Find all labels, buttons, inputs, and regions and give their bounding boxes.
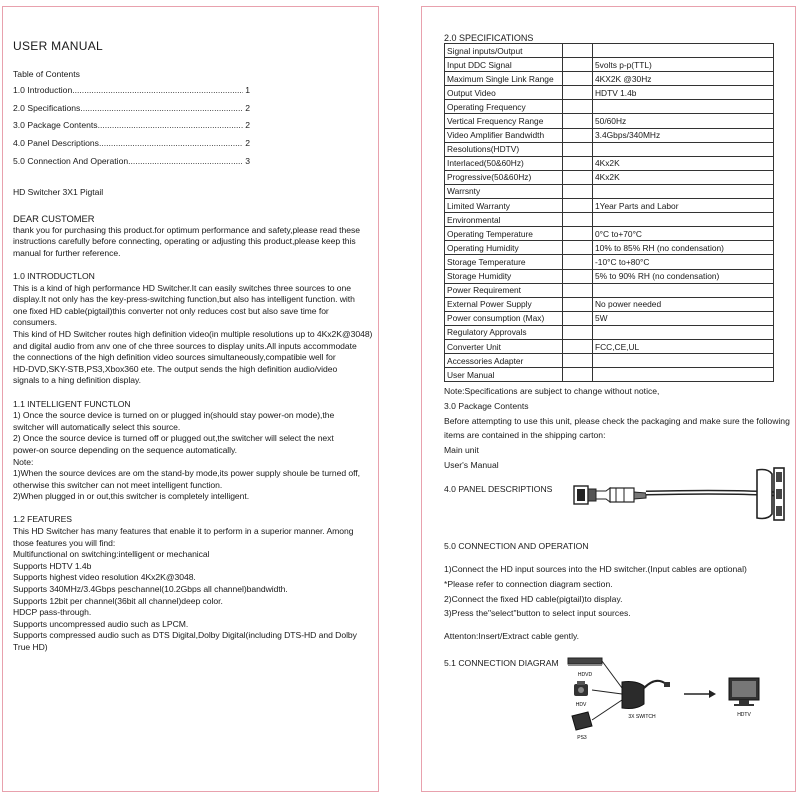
right-page <box>421 6 796 792</box>
table-row <box>445 255 774 269</box>
table-row <box>445 156 774 170</box>
spec-value <box>593 44 774 58</box>
body-line: one fixed HD cable(pigtail)this converter not only reduces cost but also save time for <box>13 305 329 316</box>
body-line: switcher will automatically select this source. <box>13 421 181 432</box>
body-line: Multifunctional on switching:intelligent or mechanical <box>13 549 210 560</box>
spec-spacer <box>563 241 593 255</box>
body-line: the connections of the high definition video sources simultaneously,compatibie well for <box>13 352 336 363</box>
toc-item[interactable]: 4.0 Panel Descriptions ..... 2 <box>13 138 250 156</box>
spec-value: FCC,CE,UL <box>593 339 774 353</box>
toc-item[interactable]: 5.0 Connection And Operation ..... 3 <box>13 156 250 174</box>
spec-value: 1Year Parts and Labor <box>593 199 774 213</box>
body-line: This HD Switcher has many features that enable it to perform in a superior manner. Among <box>13 526 354 537</box>
body-line: Note: <box>13 456 34 467</box>
body-line: Main unit <box>444 445 479 456</box>
spec-value: 4Kx2K <box>593 156 774 170</box>
table-row <box>445 297 774 311</box>
toc-item[interactable]: 2.0 Specifications ..... 2 <box>13 103 250 121</box>
table-row <box>445 213 774 227</box>
table-row <box>445 227 774 241</box>
attention-note: Attenton:Insert/Extract cable gently. <box>444 630 580 641</box>
body-line: Supports HDTV 1.4b <box>13 560 92 571</box>
table-row <box>445 199 774 213</box>
switch-label: 3X SWITCH <box>628 713 656 720</box>
spec-value: 4Kx2K <box>593 170 774 184</box>
spec-key: Operating Humidity <box>445 241 563 255</box>
body-line: otherwise this switcher can not meet intelligent function. <box>13 479 223 490</box>
section-heading: 1.2 FEATURES <box>13 514 72 525</box>
spec-key: Progressive(50&60Hz) <box>445 170 563 184</box>
body-line: consumers. <box>13 317 57 328</box>
body-line: Before attempting to use this unit, please check the packaging and make sure the following <box>444 415 790 426</box>
spec-title: 2.0 SPECIFICATIONS <box>444 33 534 43</box>
spec-key: Power consumption (Max) <box>445 311 563 325</box>
spec-value <box>593 354 774 368</box>
table-of-contents <box>13 85 378 173</box>
spec-value: 5% to 90% RH (no condensation) <box>593 269 774 283</box>
spec-spacer <box>563 44 593 58</box>
spec-key: External Power Supply <box>445 297 563 311</box>
body-line: thank you for purchasing this product.for optimum performance and safety,please read these <box>13 224 360 235</box>
spec-key: Input DDC Signal <box>445 58 563 72</box>
table-row <box>445 325 774 339</box>
toc-title: Table of Contents <box>13 69 80 79</box>
spec-spacer <box>563 100 593 114</box>
table-row <box>445 72 774 86</box>
spec-spacer <box>563 156 593 170</box>
spec-value: 3.4Gbps/340MHz <box>593 128 774 142</box>
spec-spacer <box>563 213 593 227</box>
spec-spacer <box>563 128 593 142</box>
table-row <box>445 114 774 128</box>
hdvd-label: HDVD <box>577 671 593 678</box>
body-line: This is a kind of high performance HD Switcher.It can easily switches three sources to one <box>13 282 351 293</box>
body-line: Supports 12bit per channel(36bit all channel)deep color. <box>13 595 223 606</box>
table-row <box>445 339 774 353</box>
spec-key: User Manual <box>445 368 563 382</box>
spec-key: Maximum Single Link Range <box>445 72 563 86</box>
hdv-label: HDV <box>575 701 587 708</box>
spec-spacer <box>563 72 593 86</box>
spec-value <box>593 184 774 198</box>
connection-diagram <box>444 656 795 756</box>
spec-key: Vertical Frequency Range <box>445 114 563 128</box>
table-row <box>445 128 774 142</box>
dear-heading: DEAR CUSTOMER <box>13 213 95 225</box>
spec-value: 0°C to+70°C <box>593 227 774 241</box>
spec-key: Video Amplifier Bandwidth <box>445 128 563 142</box>
spec-spacer <box>563 325 593 339</box>
body-line: 1) Once the source device is turned on or plugged in(should stay power-on mode),the <box>13 410 335 421</box>
spec-key: Storage Humidity <box>445 269 563 283</box>
table-row <box>445 269 774 283</box>
table-row <box>445 354 774 368</box>
section-heading: 5.1 CONNECTION DIAGRAM <box>444 657 559 668</box>
spec-spacer <box>563 199 593 213</box>
spec-spacer <box>563 311 593 325</box>
body-line: power-on source depending on the sequence automatically. <box>13 444 237 455</box>
spec-key: Interlaced(50&60Hz) <box>445 156 563 170</box>
body-line: Supports compressed audio such as DTS Digital,Dolby Digital(including DTS-HD and Dolby <box>13 630 357 641</box>
table-row <box>445 86 774 100</box>
spec-spacer <box>563 58 593 72</box>
toc-item[interactable]: 1.0 Introduction ..... 1 <box>13 85 250 103</box>
body-line: 2)Connect the fixed HD cable(pigtail)to display. <box>444 593 623 604</box>
spec-value <box>593 142 774 156</box>
panel-section <box>444 472 795 527</box>
body-line: 1)Connect the HD input sources into the HD switcher.(Input cables are optional) <box>444 564 747 575</box>
body-line: 1)When the source devices are om the stand-by mode,its power supply shoule be turned off, <box>13 468 360 479</box>
spec-key: Resolutions(HDTV) <box>445 142 563 156</box>
body-line: 2)When plugged in or out,this switcher is completely intelligent. <box>13 491 250 502</box>
table-row <box>445 311 774 325</box>
body-line: Supports highest video resolution 4Kx2K@3048. <box>13 572 196 583</box>
body-line: User's Manual <box>444 459 499 470</box>
spec-key: Accessories Adapter <box>445 354 563 368</box>
body-line: HDCP pass-through. <box>13 607 92 618</box>
body-line: Supports uncompressed audio such as LPCM. <box>13 618 189 629</box>
spec-note: Note:Specifications are subject to change without notice, <box>444 386 660 397</box>
spec-spacer <box>563 184 593 198</box>
spec-value <box>593 283 774 297</box>
section-heading: 3.0 Package Contents <box>444 400 529 411</box>
spec-key: Converter Unit <box>445 339 563 353</box>
spec-spacer <box>563 339 593 353</box>
spec-spacer <box>563 297 593 311</box>
spec-value <box>593 325 774 339</box>
spec-key: Signal inputs/Output <box>445 44 563 58</box>
spec-value: HDTV 1.4b <box>593 86 774 100</box>
spec-spacer <box>563 142 593 156</box>
table-row <box>445 44 774 58</box>
body-line: Supports 340MHz/3.4Gbps peschannel(10.2Gbps all channel)bandwidth. <box>13 584 288 595</box>
spec-spacer <box>563 114 593 128</box>
left-page <box>2 6 379 792</box>
body-line: items are contained in the shipping carton: <box>444 430 606 441</box>
spec-key: Output Video <box>445 86 563 100</box>
spec-key: Regulatory Approvals <box>445 325 563 339</box>
spec-spacer <box>563 255 593 269</box>
table-row <box>445 368 774 382</box>
spec-spacer <box>563 86 593 100</box>
body-line: This kind of HD Switcher routes high definition video(in multiple resolutions up to 4Kx2K@3048) <box>13 328 373 339</box>
spec-value: -10°C to+80°C <box>593 255 774 269</box>
spec-spacer <box>563 227 593 241</box>
spec-value <box>593 213 774 227</box>
spec-key: Environmental <box>445 213 563 227</box>
table-row <box>445 100 774 114</box>
table-row <box>445 58 774 72</box>
spec-value: 4KX2K @30Hz <box>593 72 774 86</box>
hdtv-label: HDTV <box>737 711 751 718</box>
product-name: HD Switcher 3X1 Pigtail <box>13 187 104 198</box>
body-line: *Please refer to connection diagram section. <box>444 578 613 589</box>
section-heading: 4.0 PANEL DESCRIPTIONS <box>444 484 553 495</box>
section-heading: 5.0 CONNECTION AND OPERATION <box>444 541 589 552</box>
table-row <box>445 142 774 156</box>
spec-key: Warrsnty <box>445 184 563 198</box>
body-line: signals to a hing definition display. <box>13 375 141 386</box>
spec-value <box>593 100 774 114</box>
table-row <box>445 184 774 198</box>
manual-title: USER MANUAL <box>13 39 103 53</box>
spec-key: Operating Frequency <box>445 100 563 114</box>
body-line: HD-DVD,SKY-STB,PS3,Xbox360 ete. The output sends the high definition audio/video <box>13 363 338 374</box>
spec-value: 10% to 85% RH (no condensation) <box>593 241 774 255</box>
table-row <box>445 283 774 297</box>
spec-value: No power needed <box>593 297 774 311</box>
spec-key: Operating Temperature <box>445 227 563 241</box>
spec-value <box>593 368 774 382</box>
spec-value: 5W <box>593 311 774 325</box>
ps3-label: PS3 <box>577 734 587 741</box>
body-line: 3)Press the"select"button to select input sources. <box>444 608 631 619</box>
body-line: display.It not only has the key-press-switching function,but also has intelligent function. with <box>13 294 355 305</box>
body-line: True HD) <box>13 642 48 652</box>
spec-key: Power Requirement <box>445 283 563 297</box>
spec-spacer <box>563 283 593 297</box>
spec-value: 50/60Hz <box>593 114 774 128</box>
body-line: and digital audio from anv one of che three sources to display units.All inputs accommodate <box>13 340 357 351</box>
connection-diagram-illustration <box>564 656 794 748</box>
body-line: manual for further reference. <box>13 247 121 258</box>
spec-key: Storage Temperature <box>445 255 563 269</box>
spec-spacer <box>563 170 593 184</box>
toc-item[interactable]: 3.0 Package Contents ..... 2 <box>13 120 250 138</box>
spec-spacer <box>563 368 593 382</box>
body-line: those features you will find: <box>13 537 116 548</box>
spec-spacer <box>563 269 593 283</box>
body-line: 2) Once the source device is turned off or plugged out,the switcher will select the next <box>13 433 334 444</box>
spec-table <box>444 43 774 382</box>
body-line: instructions carefully before connecting, operating or adjusting this product,please keep this <box>13 236 356 247</box>
section-heading: 1.1 INTELLIGENT FUNCTLON <box>13 398 131 409</box>
spec-spacer <box>563 354 593 368</box>
table-row <box>445 170 774 184</box>
table-row <box>445 241 774 255</box>
section-heading: 1.0 INTRODUCTLON <box>13 271 95 281</box>
switcher-panel-illustration <box>562 462 792 522</box>
spec-key: Limited Warranty <box>445 199 563 213</box>
spec-value: 5volts p-p(TTL) <box>593 58 774 72</box>
